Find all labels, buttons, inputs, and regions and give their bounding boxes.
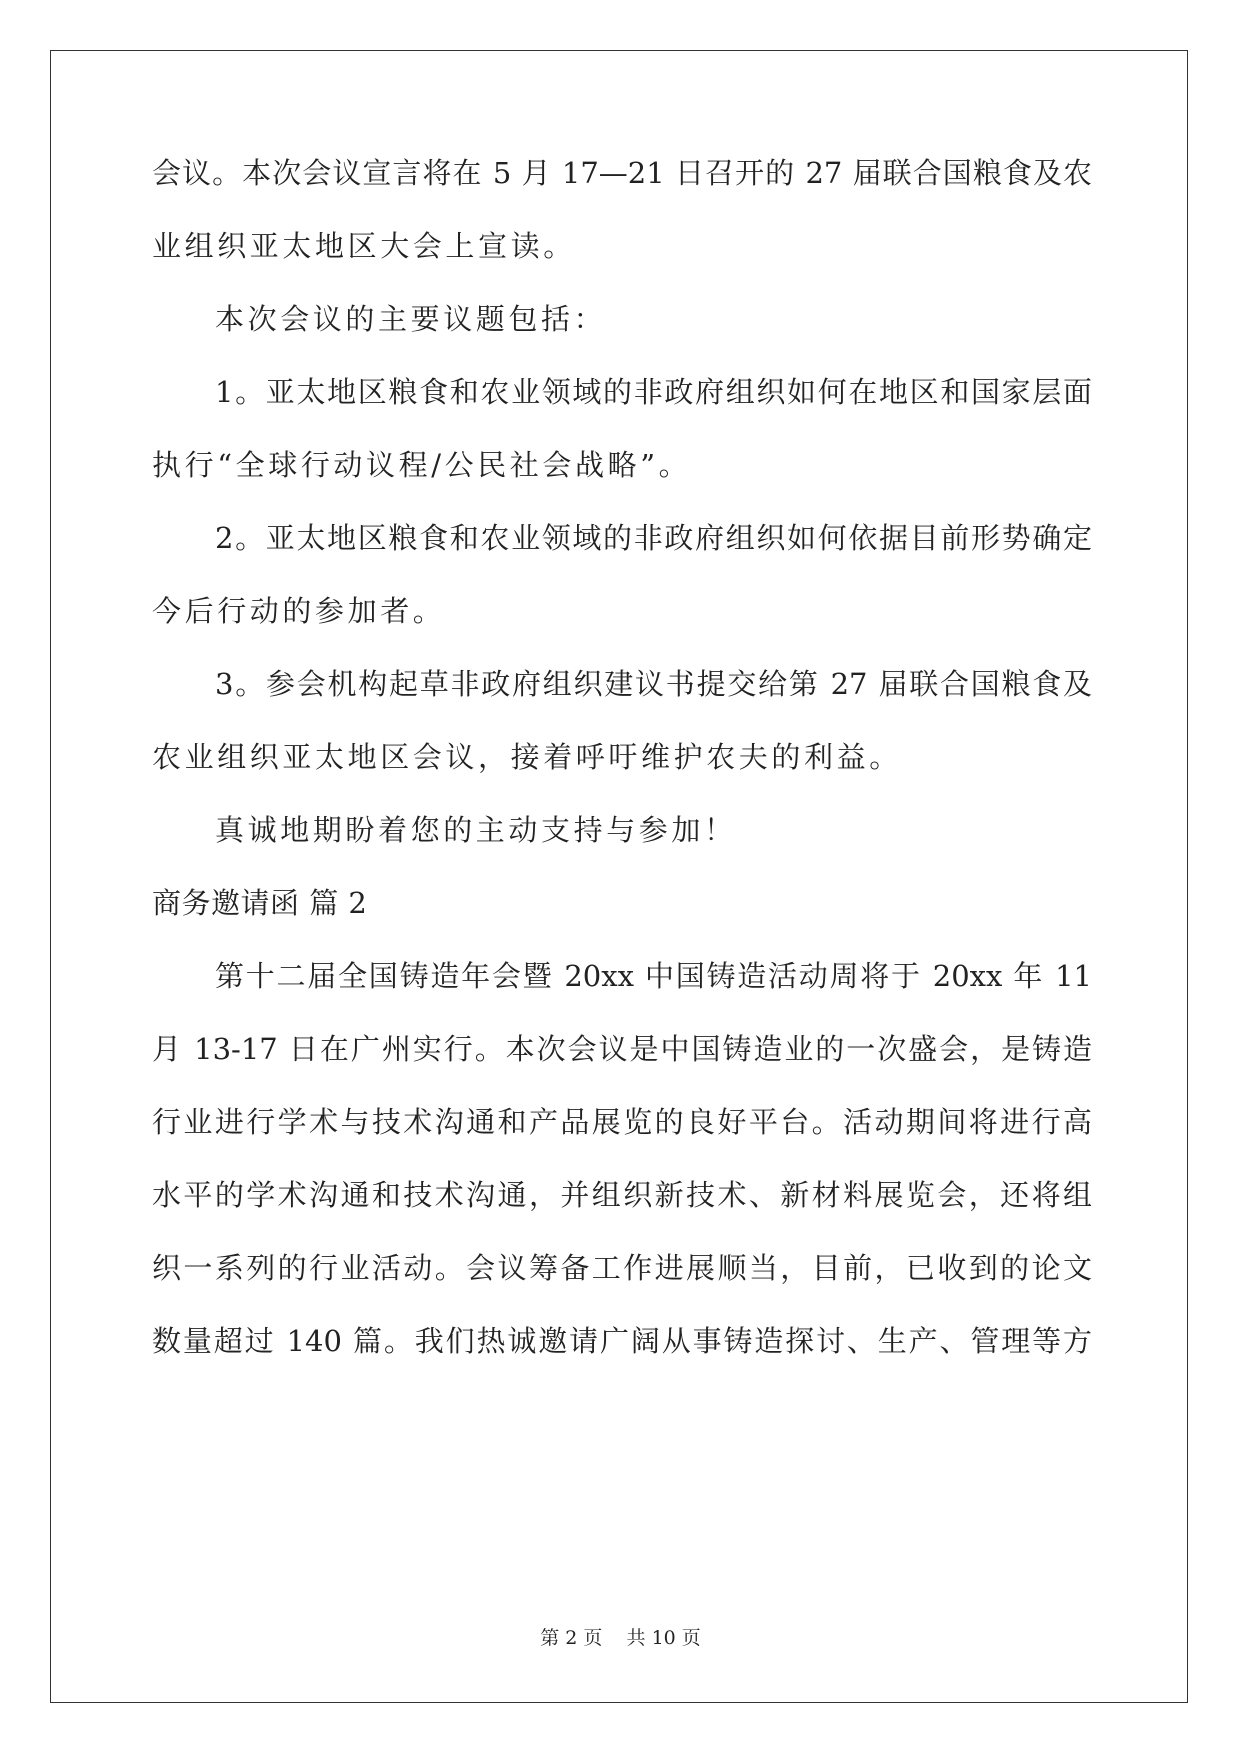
paragraph-line: 本次会议的主要议题包括： (215, 302, 607, 336)
paragraph-line: 执行“全球行动议程/公民社会战略”。 (152, 448, 692, 482)
paragraph-line: 农业组织亚太地区会议，接着呼吁维护农夫的利益。 (152, 740, 902, 774)
page-number-footer: 第 2 页 共 10 页 (540, 1627, 701, 1649)
section-heading: 商务邀请函 篇 2 (152, 886, 368, 920)
paragraph-line: 月 13-17 日在广州实行。本次会议是中国铸造业的一次盛会，是铸造 (152, 1032, 1092, 1066)
paragraph-line: 会议。本次会议宣言将在 5 月 17—21 日召开的 27 届联合国粮食及农 (152, 156, 1092, 190)
paragraph-line: 1。亚太地区粮食和农业领域的非政府组织如何在地区和国家层面 (215, 375, 1092, 409)
paragraph-line: 数量超过 140 篇。我们热诚邀请广阔从事铸造探讨、生产、管理等方 (152, 1324, 1092, 1358)
paragraph-line: 今后行动的参加者。 (152, 594, 446, 628)
paragraph-line: 2。亚太地区粮食和农业领域的非政府组织如何依据目前形势确定 (215, 521, 1092, 555)
paragraph-line: 水平的学术沟通和技术沟通，并组织新技术、新材料展览会，还将组 (152, 1178, 1092, 1212)
paragraph-line: 第十二届全国铸造年会暨 20xx 中国铸造活动周将于 20xx 年 11 (215, 959, 1092, 993)
paragraph-line: 织一系列的行业活动。会议筹备工作进展顺当，目前，已收到的论文 (152, 1251, 1092, 1285)
paragraph-line: 业组织亚太地区大会上宣读。 (152, 229, 576, 263)
paragraph-line: 行业进行学术与技术沟通和产品展览的良好平台。活动期间将进行高 (152, 1105, 1092, 1139)
paragraph-line: 真诚地期盼着您的主动支持与参加！ (215, 813, 737, 847)
paragraph-line: 3。参会机构起草非政府组织建议书提交给第 27 届联合国粮食及 (215, 667, 1092, 701)
page-border (50, 50, 1188, 1703)
